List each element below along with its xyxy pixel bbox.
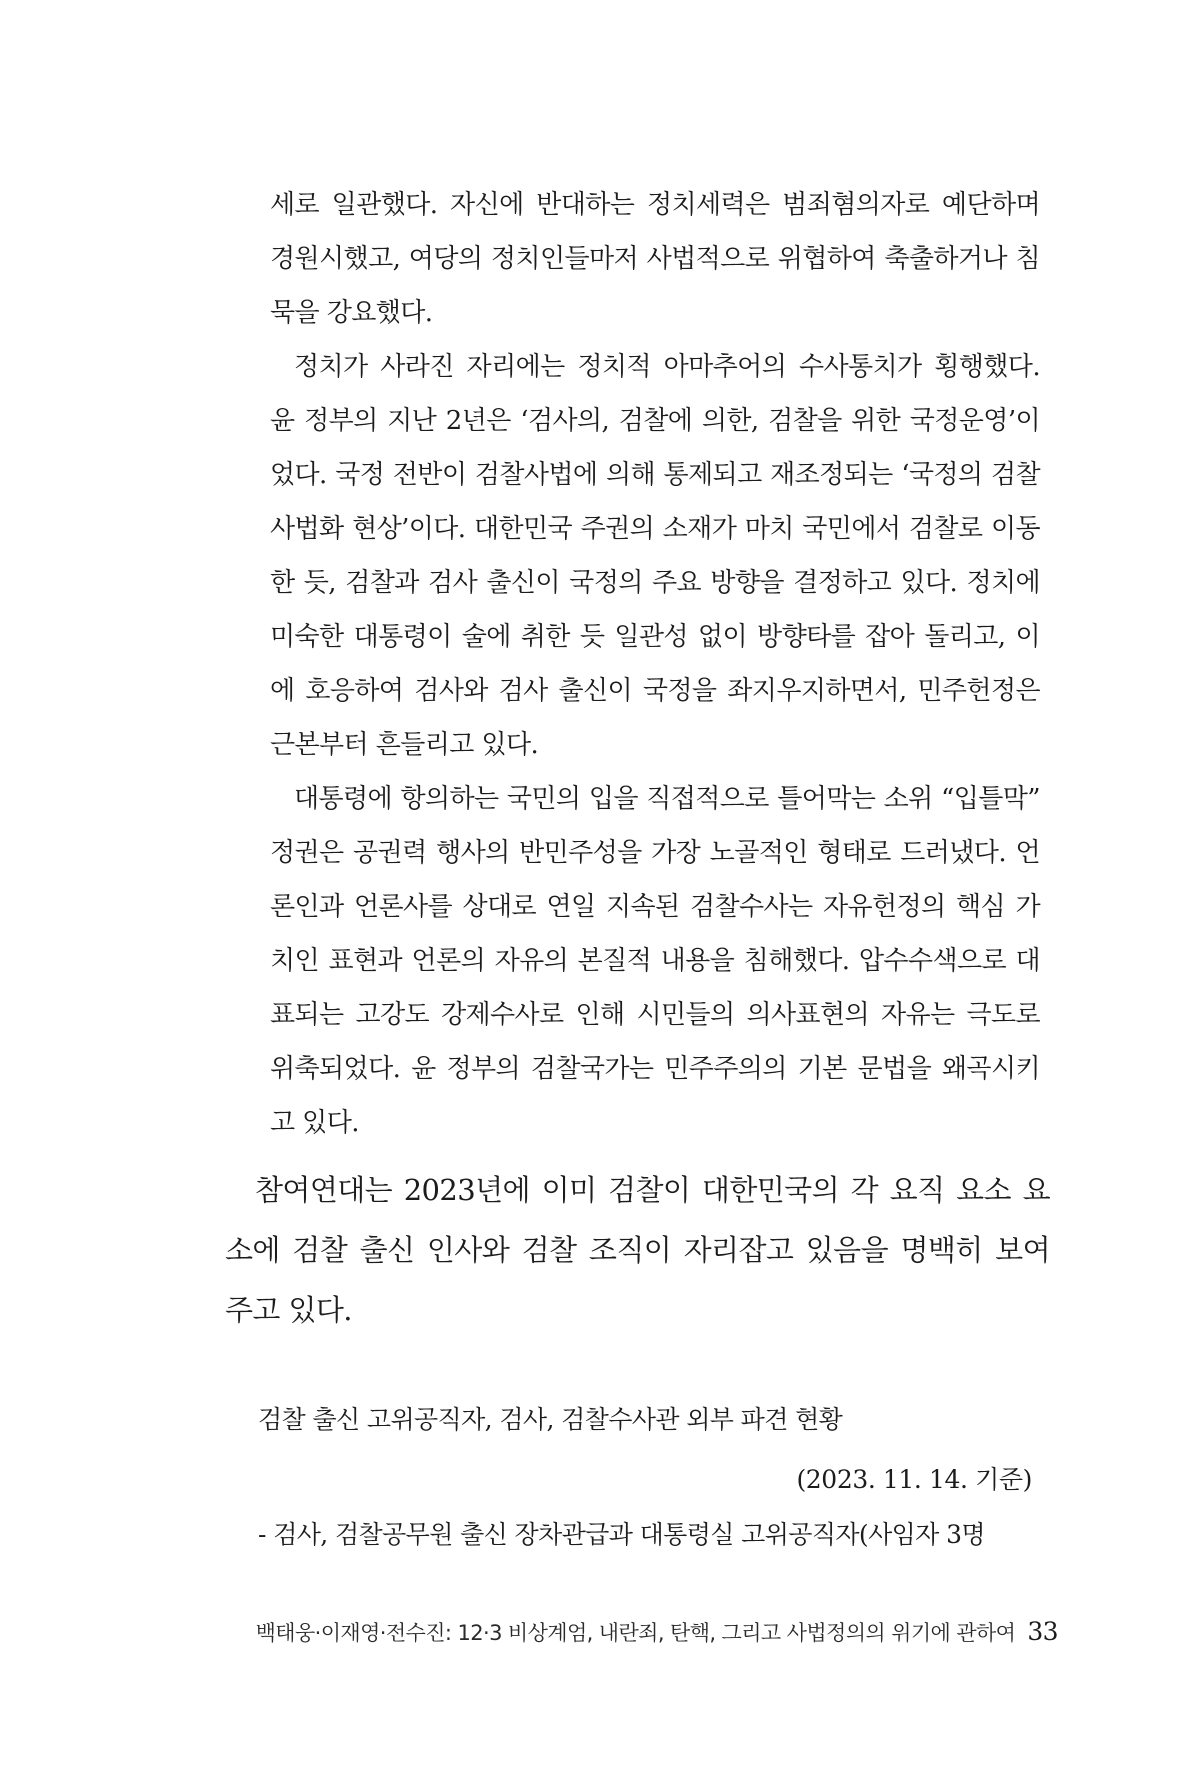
body-paragraph: 참여연대는 2023년에 이미 검찰이 대한민국의 각 요직 요소 요소에 검찰 출신 인사와 검찰 조직이 자리잡고 있음을 명백히 보여 주고 있다.	[225, 1173, 1050, 1327]
quote-paragraph-2: 정치가 사라진 자리에는 정치적 아마추어의 수사통치가 횡행했다. 윤 정부의 지난 2년은 ‘검사의, 검찰에 의한, 검찰을 위한 국정운영’이었다. 국정 전반이 검찰사법에 의해 통제되고 재조정되는 ‘국정의 검찰사법화 현상’이다. 대한민국 주권의 소재가 마치 국민에서 검찰로 이동한 듯, 검찰과 검사 출신이 국정의 주요 방향을 결정하고 있다. 정치에 미숙한 대통령이 술에 취한 듯 일관성 없이 방향타를 잡아 돌리고, 이에 호응하여 검사와 검사 출신이 국정을 좌지우지하면서, 민주헌정은 근본부터 흔들리고 있다.	[270, 352, 1040, 760]
quote-paragraph-1: 세로 일관했다. 자신에 반대하는 정치세력은 범죄혐의자로 예단하며 경원시했고, 여당의 정치인들마저 사법적으로 위협하여 축출하거나 침묵을 강요했다.	[270, 190, 1040, 328]
page-number: 33	[1027, 1617, 1058, 1646]
table-title: 검찰 출신 고위공직자, 검사, 검찰수사관 외부 파견 현황	[258, 1405, 843, 1434]
quote-paragraph-3: 대통령에 항의하는 국민의 입을 직접적으로 틀어막는 소위 “입틀막” 정권은 공권력 행사의 반민주성을 가장 노골적인 형태로 드러냈다. 언론인과 언론사를 상대로 연일 지속된 검찰수사는 자유헌정의 핵심 가치인 표현과 언론의 자유의 본질적 내용을 침해했다. 압수수색으로 대표되는 고강도 강제수사로 인해 시민들의 의사표현의 자유는 극도로 위축되었다. 윤 정부의 검찰국가는 민주주의의 기본 문법을 왜곡시키고 있다.	[270, 784, 1040, 1138]
table-list-item: - 검사, 검찰공무원 출신 장차관급과 대통령실 고위공직자(사임자 3명	[258, 1520, 985, 1549]
running-title: 백태웅·이재영·전수진: 12·3 비상계엄, 내란죄, 탄핵, 그리고 사법정의의 위기에 관하여	[255, 1621, 1016, 1645]
block-quote	[270, 178, 1040, 1150]
table-date: (2023. 11. 14. 기준)	[796, 1465, 1032, 1494]
page-footer	[0, 1612, 1058, 1653]
